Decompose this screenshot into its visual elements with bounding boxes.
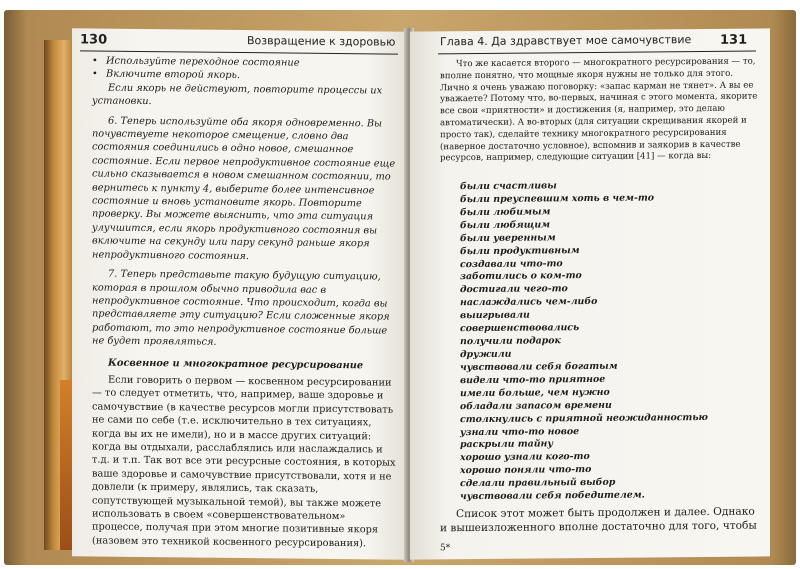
- resource-list-item: хорошо узнали кого-то: [460, 451, 590, 464]
- resource-list-item: создавали что-то: [460, 257, 563, 270]
- resource-list-item: были любимым: [460, 206, 551, 218]
- resource-list-item: получили подарок: [460, 335, 561, 348]
- resource-list-item: столкнулись с приятной неожиданностью: [460, 411, 708, 425]
- closing-text: [440, 505, 758, 537]
- resource-list-item: дружили: [460, 348, 512, 361]
- resource-list-item: достигали чего-то: [460, 283, 568, 296]
- right-page: [410, 28, 770, 559]
- paragraph: Что же касается второго — многократного ресурсирования — то, вполне понятно, что мощные якоря нужны не только для этого. Лично я очень уважаю поговорку: «запас карман не тянет». А вы ее уважаете? Потому что, во-первых, начиная с этого момента, якорите все свои «приятности» и достижения (я, например, это делаю автоматически). А во-вторых (для ситуации скрещивания якорей и просто так), сделайте технику многократного ресурсирования (наверное достаточно условное), вспомнив и заякорив в качестве ресурсов, например, следующие ситуации [41] — когда вы:: [440, 56, 758, 164]
- paragraph: Если говорить о первом — косвенном ресурсировании — то следует отметить, что, например, ваше здоровье и самочувствие (в качестве ресурсов могли присутствовать не сами по себе (т.е. исключительно в тех ситуациях, когда вы их не имели), но и в массе других ситуаций: когда вы отдыхали, расслаблялись или наслаждались и т.д. и т.п. Так вот все эти ресурсные состояния, в которых ваше здоровье и самочувствие присутствовали, хотя и не довлели (к примеру, являлись, так сказать, сопутствующей музыкальной темой), вы также можете использовать в своем «совершенствовательном» процессе, получая при этом многие позитивные якоря (назовем это техникой косвенного ресурсирования).: [92, 374, 396, 550]
- right-running-title: Глава 4. Да здравствует мое самочувствие: [440, 33, 692, 49]
- bullet-item: • Используйте переходное состояние: [92, 54, 398, 71]
- paragraph: 7. Теперь представьте такую будущую ситуацию, которая в прошлом обычно приводила вас в непродуктивное состояние. Что происходит, когда вы представляете эту ситуацию? Если сложенные якоря работают, то это непродуктивное состояние больше не будет проявляться.: [92, 268, 390, 348]
- signature-mark: 5*: [440, 543, 451, 554]
- resource-list-item: наслаждались чем-либо: [460, 296, 598, 309]
- resource-list-item: хорошо поняли что-то: [460, 464, 592, 477]
- paragraph: 6. Теперь используйте оба якоря одновременно. Вы почувствуете некоторое смещение, словно два состояния соединились в одно новое, смешанное состояние. Если первое непродуктивное состояние еще сильно сказывается в новом смешанном состоянии, то вернитесь к пункту 4, выберите более интенсивное состояние и вновь установите якорь. Повторите проверку. Вы можете выяснить, что эта ситуация улучшится, если якорь продуктивного состояния вы включите на секунду или пару секунд раньше якоря непродуктивного состояния.: [92, 115, 396, 262]
- resource-list-item: выигрывали: [460, 309, 530, 322]
- resource-list-item: обладали запасом времени: [460, 399, 612, 412]
- right-page-number: 131: [720, 32, 748, 48]
- resource-list-item: были счастливы: [460, 180, 557, 193]
- resource-list-item: совершенствовались: [460, 322, 580, 335]
- resource-list-item: были любящим: [460, 219, 551, 231]
- resource-list-item: заботились о ком-то: [460, 270, 582, 283]
- resource-list-item: были преуспевшим хоть в чем-то: [460, 192, 655, 206]
- right-intro: [440, 57, 758, 166]
- resource-list-item: сделали правильный выбор: [460, 476, 616, 490]
- section-title: Косвенное и многократное ресурсирование: [108, 357, 364, 371]
- resource-list-item: раскрыли тайну: [460, 438, 553, 451]
- resource-list-item: имели больше, чем нужно: [460, 386, 610, 399]
- left-body: [92, 54, 398, 550]
- resource-list-item: были продуктивным: [460, 244, 580, 257]
- left-page-number: 130: [80, 32, 108, 48]
- paragraph: Список этот может быть продолжен и далее. Однако и вышеизложенного вполне достаточно для того, чтобы: [440, 505, 757, 535]
- resource-list: [460, 179, 708, 504]
- resource-list-item: чувствовали себя богатым: [460, 360, 618, 374]
- resource-list-item: видели что-то приятное: [460, 373, 606, 386]
- resource-list-item: были уверенным: [460, 231, 556, 244]
- bullet-item: • Включите второй якорь.: [92, 68, 398, 85]
- left-running-title: Возвращение к здоровью: [247, 34, 396, 49]
- left-page: [72, 28, 408, 560]
- paragraph: Если якорь не действуют, повторите процессы их установки.: [92, 82, 383, 108]
- resource-list-item: узнали что-то новое: [460, 425, 580, 438]
- resource-list-item: чувствовали себя победителем.: [460, 489, 645, 503]
